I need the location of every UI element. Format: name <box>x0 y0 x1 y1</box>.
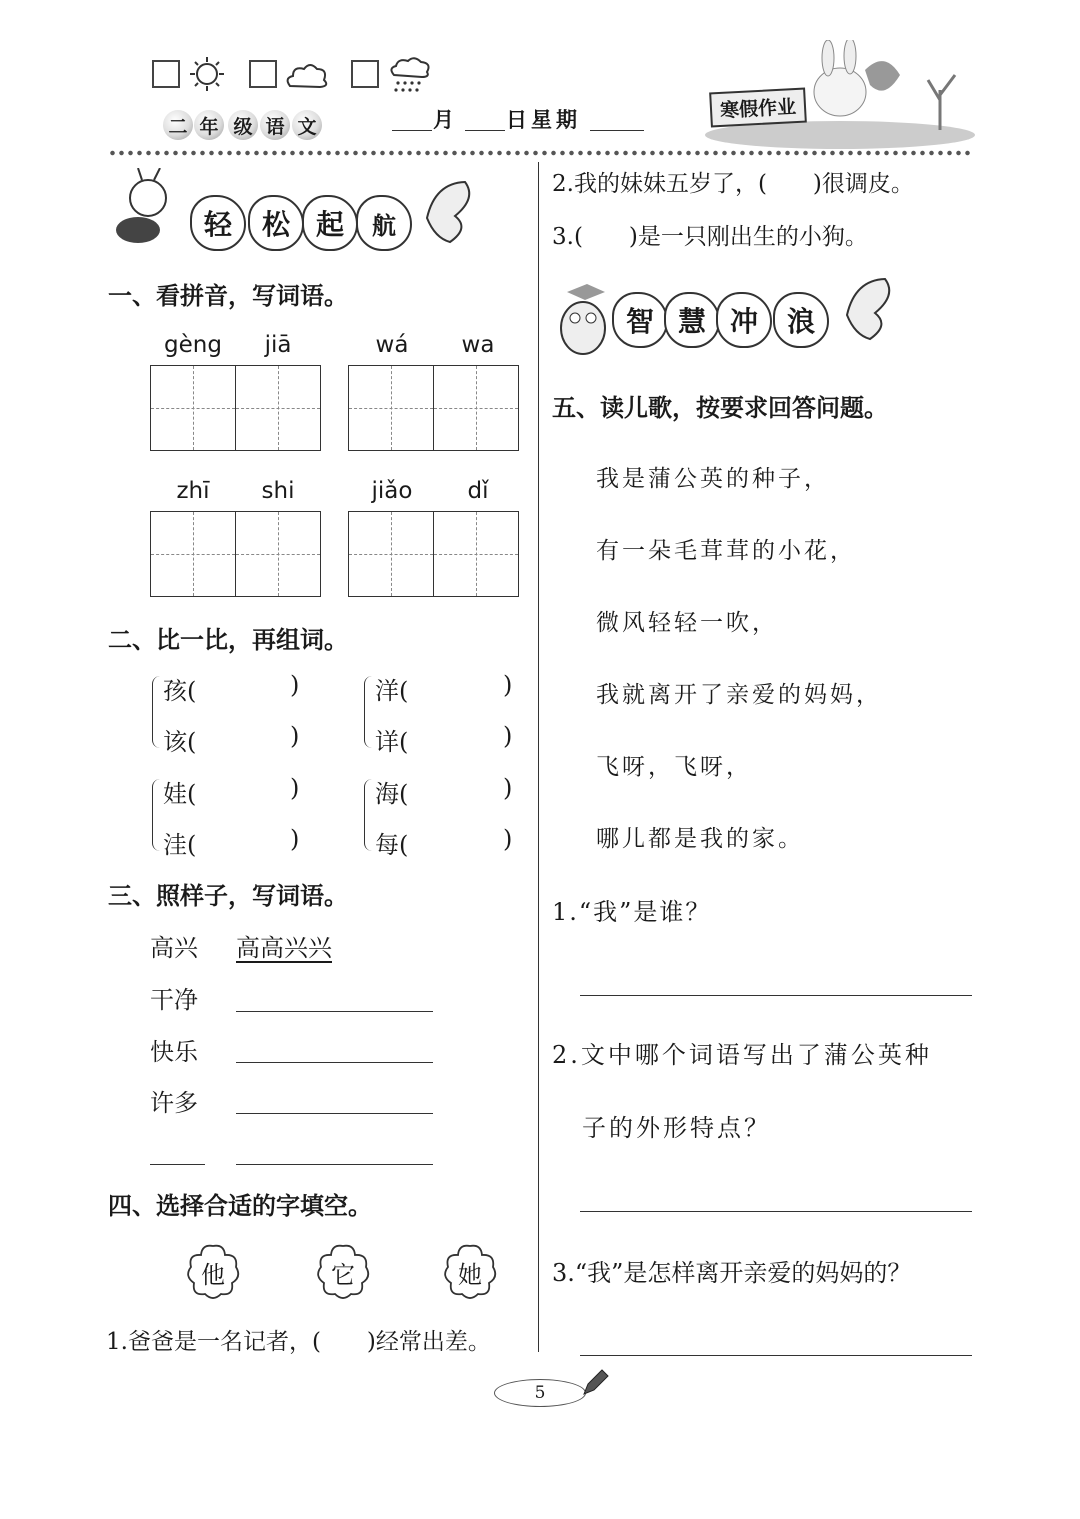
option-flower <box>441 1242 499 1300</box>
pencil-icon <box>580 1368 610 1398</box>
banner-char: 慧 <box>664 292 720 348</box>
word: 许多 <box>150 1089 198 1117</box>
pair-char: 洼( <box>163 831 197 859</box>
bee-girl-icon <box>108 168 178 250</box>
title-char: 年 <box>199 115 219 138</box>
answer-line[interactable] <box>580 1355 972 1356</box>
answer-line[interactable] <box>236 1113 433 1114</box>
option-flower <box>184 1242 242 1300</box>
day-blank[interactable] <box>465 130 505 131</box>
pair-char: 海( <box>375 780 409 808</box>
pair-char: 该( <box>163 728 197 756</box>
poem-line: 我是蒲公英的种子， <box>596 466 830 492</box>
section-4-title: 四、选择合适的字填空。 <box>108 1192 372 1220</box>
pinyin: wa <box>461 332 495 358</box>
pinyin: gèng <box>164 332 222 358</box>
option-char: 他 <box>201 1261 225 1289</box>
paren: ) <box>290 774 300 802</box>
sun-icon <box>186 55 228 93</box>
column-divider <box>538 162 539 1352</box>
pinyin: zhī <box>176 478 210 504</box>
butterfly-icon <box>415 178 480 246</box>
banner-char: 松 <box>248 195 304 251</box>
banner-char: 冲 <box>716 292 772 348</box>
paren: ) <box>290 722 300 750</box>
dotted-divider <box>108 150 970 156</box>
weather-cloudy-checkbox[interactable] <box>249 60 277 88</box>
section-2-title: 二、比一比，再组词。 <box>108 626 348 654</box>
banner-char: 起 <box>302 195 358 251</box>
weather-rainy-checkbox[interactable] <box>351 60 379 88</box>
winter-homework-badge: 寒假作业 <box>709 88 807 128</box>
writing-grid[interactable] <box>150 365 321 451</box>
fill-question-2: 2.我的妹妹五岁了，( )很调皮。 <box>552 171 914 197</box>
weekday-label: 日星期 <box>506 107 581 132</box>
page-number: 5 <box>494 1379 586 1407</box>
option-char: 她 <box>458 1261 482 1289</box>
title-char: 二 <box>168 115 188 138</box>
banner-char: 轻 <box>190 195 246 251</box>
owl-icon <box>553 282 611 360</box>
poem-line: 微风轻轻一吹， <box>596 610 778 636</box>
banner-char: 航 <box>356 195 412 251</box>
paren: ) <box>290 825 300 853</box>
section-3-title: 三、照样子，写词语。 <box>108 882 348 910</box>
poem-line: 有一朵毛茸茸的小花， <box>596 538 856 564</box>
poem-line: 我就离开了亲爱的妈妈， <box>596 682 882 708</box>
option-char: 它 <box>331 1261 355 1289</box>
writing-grid[interactable] <box>348 365 519 451</box>
poem-line: 哪儿都是我的家。 <box>596 826 804 852</box>
pinyin: wá <box>375 332 409 358</box>
pinyin: jiǎo <box>371 478 413 504</box>
writing-grid[interactable] <box>150 511 321 597</box>
answer-line[interactable] <box>236 1062 433 1063</box>
butterfly-icon <box>835 275 900 343</box>
reading-question-2: 2.文中哪个词语写出了蒲公英种 <box>552 1041 932 1069</box>
title-char: 文 <box>297 115 317 138</box>
pinyin: shi <box>261 478 295 504</box>
weather-sunny-checkbox[interactable] <box>152 60 180 88</box>
paren: ) <box>503 774 513 802</box>
fill-question-3: 3.( )是一只刚出生的小狗。 <box>552 224 868 250</box>
option-flower <box>314 1242 372 1300</box>
section-5-title: 五、读儿歌，按要求回答问题。 <box>552 394 888 422</box>
writing-grid[interactable] <box>348 511 519 597</box>
paren: ) <box>503 825 513 853</box>
pair-char: 娃( <box>163 780 197 808</box>
reading-question-3: 3.“我”是怎样离开亲爱的妈妈的？ <box>552 1259 912 1287</box>
custom-word-line[interactable] <box>150 1164 205 1165</box>
reading-question-2-cont: 子的外形特点？ <box>582 1114 771 1142</box>
pinyin: dǐ <box>467 478 489 504</box>
cloud-icon <box>284 60 330 90</box>
rain-icon <box>386 55 434 95</box>
section-1-title: 一、看拼音，写词语。 <box>108 282 348 310</box>
pair-char: 每( <box>375 831 409 859</box>
pair-char: 详( <box>375 728 409 756</box>
paren: ) <box>503 722 513 750</box>
answer-line[interactable] <box>236 1164 433 1165</box>
poem-line: 飞呀，飞呀， <box>596 754 752 780</box>
title-char: 语 <box>265 115 285 138</box>
word: 干净 <box>150 986 198 1014</box>
weekday-blank[interactable] <box>590 130 644 131</box>
answer-line[interactable] <box>236 1011 433 1012</box>
month-blank[interactable] <box>392 130 432 131</box>
answer-line[interactable] <box>580 995 972 996</box>
paren: ) <box>503 671 513 699</box>
pinyin: jiā <box>264 332 292 358</box>
fill-question-1: 1.爸爸是一名记者，( )经常出差。 <box>106 1329 491 1355</box>
title-char: 级 <box>233 115 253 138</box>
word: 快乐 <box>150 1038 198 1066</box>
month-label: 月 <box>433 107 454 132</box>
pair-char: 孩( <box>163 677 197 705</box>
reading-question-1: 1.“我”是谁？ <box>552 898 712 926</box>
example-word: 高兴 <box>150 934 198 962</box>
banner-char: 浪 <box>773 292 829 348</box>
answer-line[interactable] <box>580 1211 972 1212</box>
pair-char: 洋( <box>375 677 409 705</box>
paren: ) <box>290 671 300 699</box>
banner-char: 智 <box>612 292 668 348</box>
example-answer: 高高兴兴 <box>236 934 332 962</box>
